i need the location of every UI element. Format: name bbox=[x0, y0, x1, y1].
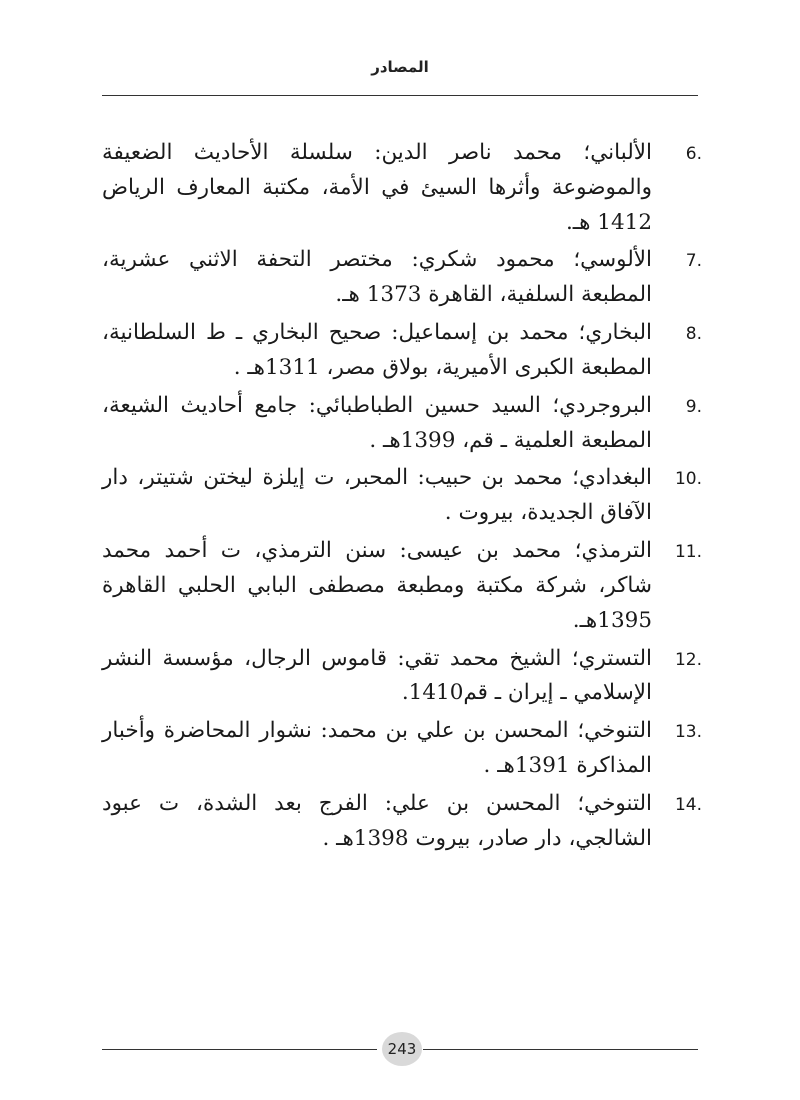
reference-number: 10. bbox=[674, 469, 702, 490]
reference-number: 7. bbox=[685, 251, 702, 272]
reference-number: 9. bbox=[685, 396, 702, 417]
reference-item bbox=[102, 243, 702, 313]
header-divider bbox=[102, 95, 698, 96]
footer-divider-left bbox=[102, 1049, 377, 1050]
reference-item bbox=[102, 787, 702, 857]
reference-item bbox=[102, 642, 702, 712]
reference-item bbox=[102, 136, 702, 240]
reference-item bbox=[102, 714, 702, 784]
page-number-badge: 243 bbox=[382, 1032, 422, 1066]
reference-number: 12. bbox=[674, 649, 702, 670]
reference-item bbox=[102, 389, 702, 459]
reference-item bbox=[102, 316, 702, 386]
reference-number: 8. bbox=[685, 324, 702, 345]
reference-text: التنوخي؛ المحسن بن علي بن محمد: نشوار المحاضرة وأخبار المذاكرة 1391هـ . bbox=[102, 718, 652, 779]
reference-item bbox=[102, 461, 702, 531]
reference-list bbox=[102, 136, 702, 860]
reference-number: 13. bbox=[674, 722, 702, 743]
page-footer bbox=[102, 1032, 698, 1068]
reference-number: 14. bbox=[674, 794, 702, 815]
running-header: المصادر bbox=[371, 58, 429, 76]
reference-number: 6. bbox=[685, 144, 702, 164]
reference-text: البروجردي؛ السيد حسين الطباطبائي: جامع أحاديث الشيعة، المطبعة العلمية ـ قم، 1399هـ . bbox=[102, 392, 652, 453]
reference-number: 11. bbox=[674, 542, 702, 563]
reference-text: البغدادي؛ محمد بن حبيب: المحبر، ت إيلزة ليختن شتيتر، دار الآفاق الجديدة، بيروت . bbox=[102, 465, 652, 526]
reference-text: الألوسي؛ محمود شكري: مختصر التحفة الاثني عشرية، المطبعة السلفية، القاهرة 1373 هـ. bbox=[102, 247, 652, 308]
reference-text: الألباني؛ محمد ناصر الدين: سلسلة الأحاديث الضعيفة والموضوعة وأثرها السيئ في الأمة، مكتبة المعارف الرياض 1412 هـ. bbox=[102, 140, 652, 235]
reference-text: التنوخي؛ المحسن بن علي: الفرج بعد الشدة، ت عبود الشالجي، دار صادر، بيروت 1398هـ . bbox=[102, 790, 652, 851]
reference-text: التستري؛ الشيخ محمد تقي: قاموس الرجال، مؤسسة النشر الإسلامي ـ إيران ـ قم1410. bbox=[102, 645, 652, 706]
reference-text: البخاري؛ محمد بن إسماعيل: صحيح البخاري ـ ط السلطانية، المطبعة الكبرى الأميرية، بولاق مصر، 1311هـ . bbox=[102, 320, 652, 380]
footer-divider-right bbox=[423, 1049, 698, 1050]
reference-item bbox=[102, 534, 702, 638]
reference-text: الترمذي؛ محمد بن عيسى: سنن الترمذي، ت أحمد محمد شاكر، شركة مكتبة ومطبعة مصطفى البابي الحلبي القاهرة 1395هـ. bbox=[102, 538, 652, 633]
